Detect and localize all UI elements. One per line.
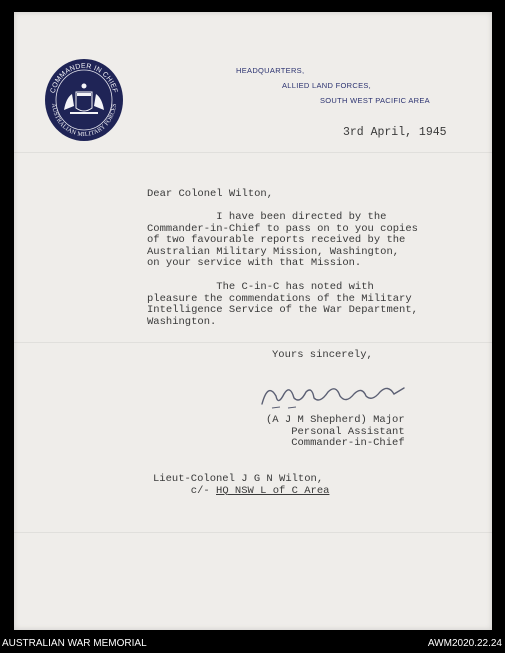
addressee-unit: HQ NSW L of C Area: [216, 484, 330, 497]
body-paragraph-2: The C-in-C has noted with pleasure the commendations of the Military Intelligence Service of the War Department, Washington.: [147, 281, 418, 328]
footer-institution: AUSTRALIAN WAR MEMORIAL: [2, 638, 147, 649]
addressee-name: Lieut-Colonel J G N Wilton,: [153, 473, 324, 485]
letter-paper: [14, 12, 492, 630]
closing: Yours sincerely,: [272, 349, 373, 361]
salutation: Dear Colonel Wilton,: [147, 188, 274, 200]
letter-date: 3rd April, 1945: [343, 126, 447, 139]
seal-inner-text: AUSTRALIAN MILITARY FORCES: [49, 102, 119, 139]
addressee-prefix: c/-: [153, 484, 217, 497]
addressee: [153, 474, 329, 497]
fold-line: [14, 342, 492, 343]
letterhead-allied-land-forces: ALLIED LAND FORCES,: [282, 81, 372, 90]
fold-line: [14, 152, 492, 153]
signature-block: (A J M Shepherd) Major Personal Assistant Commander-in-Chief: [266, 414, 405, 449]
fold-line: [14, 532, 492, 533]
handwritten-signature-icon: [254, 374, 424, 414]
footer-accession-number: AWM2020.22.24: [427, 638, 502, 649]
commander-in-chief-seal-icon: [44, 58, 124, 142]
seal-outer-text: COMMANDER IN CHIEF: [49, 62, 119, 94]
letterhead-swpa: SOUTH WEST PACIFIC AREA: [320, 96, 430, 105]
body-paragraph-1: I have been directed by the Commander-in-Chief to pass on to you copies of two favourable reports received by the Australian Military Mission, Washington, on your service with that Mission.: [147, 211, 418, 269]
letterhead-headquarters: HEADQUARTERS,: [236, 66, 305, 75]
